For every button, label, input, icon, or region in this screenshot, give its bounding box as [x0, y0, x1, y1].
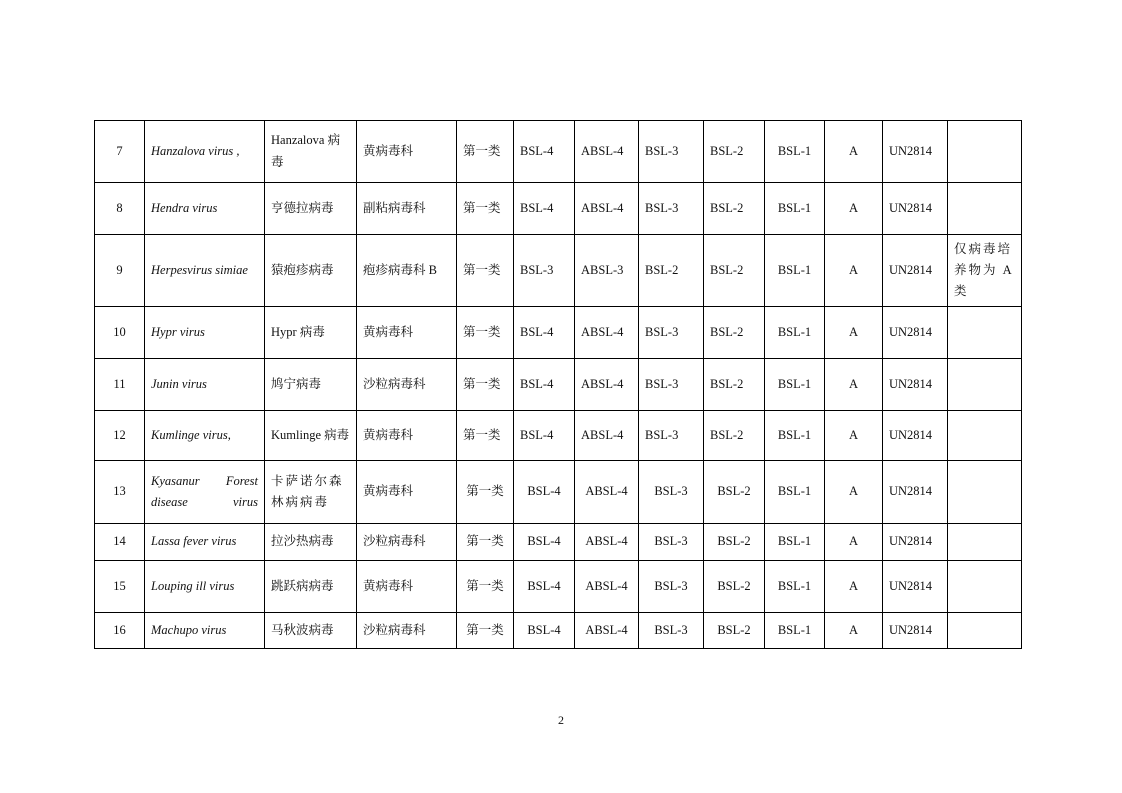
containment-level: BSL-1	[765, 307, 825, 359]
note	[948, 121, 1022, 183]
note	[948, 613, 1022, 649]
transport-category: A	[825, 561, 883, 613]
containment-level: BSL-4	[514, 359, 575, 411]
containment-level: ABSL-4	[575, 307, 639, 359]
table-row	[95, 524, 1022, 561]
un-number: UN2814	[883, 461, 948, 524]
row-number: 12	[95, 411, 145, 461]
transport-category: A	[825, 183, 883, 235]
chinese-name: 亨德拉病毒	[265, 183, 357, 235]
containment-level: BSL-1	[765, 359, 825, 411]
containment-level: BSL-3	[639, 411, 704, 461]
chinese-name: Hypr 病毒	[265, 307, 357, 359]
containment-level: BSL-1	[765, 235, 825, 307]
chinese-name: 跳跃病病毒	[265, 561, 357, 613]
containment-level: BSL-4	[514, 524, 575, 561]
latin-name: Hanzalova virus ,	[145, 121, 265, 183]
containment-level: BSL-3	[639, 359, 704, 411]
note: 仅病毒培养物为 A 类	[948, 235, 1022, 307]
containment-level: BSL-4	[514, 613, 575, 649]
virus-family: 黄病毒科	[357, 411, 457, 461]
note	[948, 307, 1022, 359]
transport-category: A	[825, 461, 883, 524]
containment-level: BSL-2	[704, 359, 765, 411]
virus-family: 副粘病毒科	[357, 183, 457, 235]
note	[948, 359, 1022, 411]
containment-level: BSL-3	[514, 235, 575, 307]
row-number: 15	[95, 561, 145, 613]
un-number: UN2814	[883, 307, 948, 359]
transport-category: A	[825, 307, 883, 359]
containment-level: BSL-3	[639, 121, 704, 183]
virus-family: 黄病毒科	[357, 307, 457, 359]
containment-level: BSL-2	[704, 235, 765, 307]
containment-level: BSL-4	[514, 121, 575, 183]
table-row	[95, 411, 1022, 461]
hazard-class: 第一类	[457, 613, 514, 649]
hazard-class: 第一类	[457, 183, 514, 235]
un-number: UN2814	[883, 524, 948, 561]
containment-level: BSL-4	[514, 307, 575, 359]
note	[948, 183, 1022, 235]
row-number: 10	[95, 307, 145, 359]
latin-name: Hendra virus	[145, 183, 265, 235]
virus-family: 黄病毒科	[357, 121, 457, 183]
chinese-name: 猿疱疹病毒	[265, 235, 357, 307]
chinese-name: 卡萨诺尔森林病病毒	[265, 461, 357, 524]
hazard-class: 第一类	[457, 121, 514, 183]
containment-level: BSL-4	[514, 561, 575, 613]
un-number: UN2814	[883, 359, 948, 411]
chinese-name: 鸠宁病毒	[265, 359, 357, 411]
transport-category: A	[825, 359, 883, 411]
page-number: 2	[558, 713, 564, 727]
containment-level: ABSL-4	[575, 461, 639, 524]
table-row	[95, 613, 1022, 649]
containment-level: BSL-2	[639, 235, 704, 307]
containment-level: ABSL-4	[575, 561, 639, 613]
hazard-class: 第一类	[457, 461, 514, 524]
latin-name: Hypr virus	[145, 307, 265, 359]
row-number: 14	[95, 524, 145, 561]
un-number: UN2814	[883, 561, 948, 613]
virus-family: 沙粒病毒科	[357, 524, 457, 561]
un-number: UN2814	[883, 183, 948, 235]
table-row	[95, 121, 1022, 183]
containment-level: BSL-3	[639, 613, 704, 649]
virus-family: 黄病毒科	[357, 561, 457, 613]
containment-level: BSL-3	[639, 183, 704, 235]
un-number: UN2814	[883, 613, 948, 649]
transport-category: A	[825, 121, 883, 183]
table-row	[95, 359, 1022, 411]
un-number: UN2814	[883, 121, 948, 183]
table-row	[95, 307, 1022, 359]
containment-level: ABSL-4	[575, 359, 639, 411]
virus-family: 疱疹病毒科 B	[357, 235, 457, 307]
containment-level: BSL-1	[765, 613, 825, 649]
row-number: 16	[95, 613, 145, 649]
containment-level: BSL-3	[639, 561, 704, 613]
latin-name: Kyasanur Forest disease virus	[145, 461, 265, 524]
containment-level: BSL-1	[765, 561, 825, 613]
un-number: UN2814	[883, 411, 948, 461]
row-number: 13	[95, 461, 145, 524]
hazard-class: 第一类	[457, 524, 514, 561]
containment-level: ABSL-4	[575, 183, 639, 235]
containment-level: BSL-3	[639, 307, 704, 359]
transport-category: A	[825, 524, 883, 561]
transport-category: A	[825, 613, 883, 649]
table-row	[95, 235, 1022, 307]
latin-name: Junin virus	[145, 359, 265, 411]
un-number: UN2814	[883, 235, 948, 307]
containment-level: BSL-2	[704, 307, 765, 359]
hazard-class: 第一类	[457, 359, 514, 411]
table-row	[95, 561, 1022, 613]
containment-level: ABSL-4	[575, 613, 639, 649]
containment-level: BSL-1	[765, 183, 825, 235]
containment-level: BSL-4	[514, 183, 575, 235]
note	[948, 411, 1022, 461]
containment-level: BSL-2	[704, 461, 765, 524]
containment-level: ABSL-3	[575, 235, 639, 307]
containment-level: BSL-1	[765, 411, 825, 461]
hazard-class: 第一类	[457, 235, 514, 307]
containment-level: BSL-4	[514, 411, 575, 461]
hazard-class: 第一类	[457, 561, 514, 613]
containment-level: BSL-2	[704, 411, 765, 461]
row-number: 8	[95, 183, 145, 235]
pathogen-table	[94, 120, 1022, 649]
chinese-name: Kumlinge 病毒	[265, 411, 357, 461]
containment-level: BSL-2	[704, 613, 765, 649]
table-row	[95, 183, 1022, 235]
containment-level: ABSL-4	[575, 524, 639, 561]
containment-level: BSL-3	[639, 524, 704, 561]
note	[948, 561, 1022, 613]
virus-family: 沙粒病毒科	[357, 613, 457, 649]
note	[948, 461, 1022, 524]
hazard-class: 第一类	[457, 307, 514, 359]
virus-family: 沙粒病毒科	[357, 359, 457, 411]
containment-level: BSL-4	[514, 461, 575, 524]
containment-level: BSL-2	[704, 561, 765, 613]
chinese-name: Hanzalova 病毒	[265, 121, 357, 183]
virus-family: 黄病毒科	[357, 461, 457, 524]
containment-level: BSL-2	[704, 121, 765, 183]
row-number: 7	[95, 121, 145, 183]
transport-category: A	[825, 235, 883, 307]
containment-level: BSL-2	[704, 524, 765, 561]
containment-level: BSL-3	[639, 461, 704, 524]
containment-level: BSL-1	[765, 524, 825, 561]
chinese-name: 马秋波病毒	[265, 613, 357, 649]
row-number: 9	[95, 235, 145, 307]
transport-category: A	[825, 411, 883, 461]
containment-level: ABSL-4	[575, 121, 639, 183]
note	[948, 524, 1022, 561]
containment-level: BSL-1	[765, 461, 825, 524]
latin-name: Kumlinge virus,	[145, 411, 265, 461]
containment-level: ABSL-4	[575, 411, 639, 461]
containment-level: BSL-2	[704, 183, 765, 235]
row-number: 11	[95, 359, 145, 411]
latin-name: Lassa fever virus	[145, 524, 265, 561]
table-row	[95, 461, 1022, 524]
chinese-name: 拉沙热病毒	[265, 524, 357, 561]
latin-name: Herpesvirus simiae	[145, 235, 265, 307]
hazard-class: 第一类	[457, 411, 514, 461]
latin-name: Machupo virus	[145, 613, 265, 649]
latin-name: Louping ill virus	[145, 561, 265, 613]
containment-level: BSL-1	[765, 121, 825, 183]
